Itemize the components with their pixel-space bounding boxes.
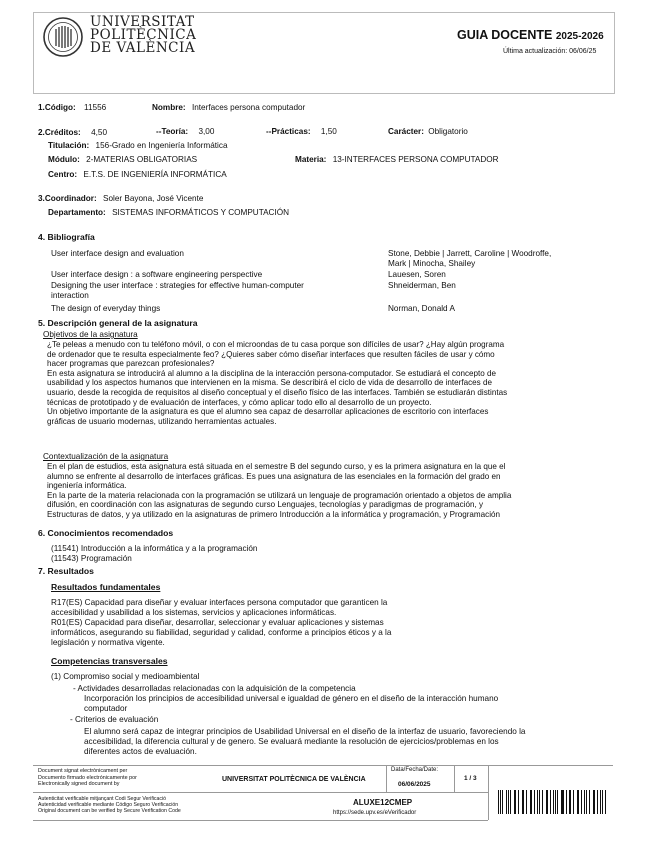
transversal-competences-heading: Competencias transversales — [51, 656, 168, 666]
barcode-bar — [550, 790, 551, 814]
book-title: The design of everyday things — [51, 304, 161, 313]
barcode-bar — [506, 790, 507, 814]
barcode-bar — [523, 790, 524, 814]
recommended-heading: 6. Conocimientos recomendados — [38, 528, 174, 538]
date-label: Data/Fecha/Date: — [391, 767, 439, 773]
verification-url[interactable]: https://sede.upv.es/eVerificador — [333, 810, 417, 816]
objectives-heading: Objetivos de la asignatura — [43, 330, 138, 339]
section-1: 1.Código: 11556 — [38, 103, 107, 112]
verification-text: Autenticitat verificable mitjançant Codi Segur Verificació Autenticidad verificable mediante Código Seguro Verificación Original document can be verified by Secure Verification Code — [38, 796, 181, 815]
description-heading: 5. Descripción general de la asignatura — [38, 318, 198, 328]
barcode-bar — [586, 790, 587, 814]
recommended-list: (11541) Introducción a la informática y a la programación (11543) Programación — [51, 544, 258, 563]
subject-name: Nombre: Interfaces persona computador — [152, 103, 306, 112]
department: Departamento: SISTEMAS INFORMÁTICOS Y COMPUTACIÓN — [48, 208, 290, 217]
credits: 2.Créditos: 4,50 — [38, 128, 107, 137]
university-logo-text: UNIVERSITAT POLITÈCNICA DE VALÈNCIA — [90, 14, 197, 56]
barcode-bar — [584, 790, 585, 814]
practice-credits: --Prácticas: 1,50 — [266, 127, 337, 136]
book-authors: Norman, Donald A — [388, 304, 455, 313]
activities-label: - Actividades desarrolladas relacionadas con la adquisición de la competencia — [73, 684, 356, 693]
coordinator: 3.Coordinador: Soler Bayona, José Vicente — [38, 194, 204, 203]
barcode-bar — [562, 790, 563, 814]
criteria-text: El alumno será capaz de integrar principios de Usabilidad Universal en el diseño de la interfaz de usuario, favoreciendo la accesibilidad, la diferencia cultural y de genero. Se evaluará mediante la resolución de ejercicios/problemas en los diferentes actos de evaluación. — [84, 727, 526, 756]
footer-mid-line — [33, 792, 488, 793]
barcode-bar — [518, 790, 519, 814]
footer-top-line — [33, 765, 613, 766]
subject-matter: Materia: 13-INTERFACES PERSONA COMPUTADOR — [295, 155, 499, 164]
page-number: 1 / 3 — [464, 775, 477, 782]
degree: Titulación: 156-Grado en Ingeniería Informática — [48, 141, 228, 150]
signature-date: 06/06/2025 — [398, 781, 431, 788]
context-text: En el plan de estudios, esta asignatura está situada en el semestre B del segundo curso, y es la primera asignatura en la que el alumno se enfrente al desarrollo de interfaces gráficas. Es pues una asignatura de las esenciales en la formación del grado en ingeniería informática. En la parte de la materia relacionada con la programación se utilizará un lenguaje de programación orientado a objetos de amplia difusión, en coordinación con las asignaturas de segundo curso Lenguajes, tecnologías y paradigmas de programación, y Estructuras de datos, y ya utilizado en la asignaturas de primero Introducción a la informática y programación, y Programación — [47, 462, 512, 519]
barcode-bar — [498, 790, 499, 814]
barcode-bar — [602, 790, 603, 814]
results-heading: 7. Resultados — [38, 566, 94, 576]
character: Carácter: Obligatorio — [388, 127, 468, 136]
book-authors: Stone, Debbie | Jarrett, Caroline | Woodroffe, Mark | Minocha, Shailey — [388, 249, 552, 268]
book-title: Designing the user interface : strategies for effective human-computer interaction — [51, 281, 304, 300]
criteria-label: - Criterios de evaluación — [70, 715, 159, 724]
verification-code: ALUXE12CMEP — [353, 798, 413, 807]
barcode-bar — [594, 790, 595, 814]
theory-credits: --Teoría: 3,00 — [156, 127, 215, 136]
objectives-text: ¿Te peleas a menudo con tu teléfono móvil, o con el microondas de tu casa porque son difíciles de usar? ¿Hay algún programa de ordenador que te resulta especialmente feo? ¿Quieres saber cómo diseñar interfaces que resulten fáciles de usar y cómo hacer programas que parezcan profesionales? En esta asignatura se introducirá al alumno a la disciplina de la interacción persona-computador. Se estudiará el concepto de usabilidad y los aspectos humanos que intervienen en la misma. Se describirá el ciclo de vida de desarrollo de interfaces de usuario, desde la recogida de requisitos al diseño conceptual y el diseño físico de las interfaces. También se estudiarán distintas técnicas de prototipado y de evaluación de interfaces, y cómo aplicar todo ello al desarrollo de un proyecto. Un objetivo importante de la asignatura es que el alumno sea capaz de desarrollar aplicaciones de escritorio con interfaces gráficas de usuario modernas, utilizando herramientas actuales. — [47, 340, 508, 426]
bibliography-heading: 4. Bibliografía — [38, 232, 95, 242]
fundamental-results-heading: Resultados fundamentales — [51, 582, 161, 592]
signed-by-text: Document signat electrònicament per Documento firmado electrónicamente por Electronically signed document by — [38, 768, 137, 787]
book-authors: Lauesen, Soren — [388, 270, 446, 279]
barcode-bar — [542, 790, 543, 814]
university-seal-icon — [43, 16, 83, 58]
context-heading: Contextualización de la asignatura — [43, 452, 169, 461]
barcode-bar — [531, 790, 532, 814]
module: Módulo: 2-MATERIAS OBLIGATORIAS — [48, 155, 198, 164]
fundamental-results-text: R17(ES) Capacidad para diseñar y evaluar interfaces persona computador que garanticen la accesibilidad y usabilidad a los sistemas, servicios y aplicaciones informáticas. R01(ES) Capacidad para diseñar, desarrollar, seleccionar y evaluar aplicaciones y sistemas informáticos, asegurando su fiabilidad, seguridad y calidad, conforme a principios éticos y a la legislación y normativa vigente. — [51, 598, 392, 647]
barcode-bar — [557, 790, 558, 814]
barcode-bar — [578, 790, 579, 814]
barcode-bar — [570, 790, 571, 814]
footer-bottom-line — [33, 820, 488, 821]
book-title: User interface design : a software engineering perspective — [51, 270, 263, 279]
center: Centro: E.T.S. DE INGENIERÍA INFORMÁTICA — [48, 170, 227, 179]
footer-divider — [386, 765, 387, 792]
barcode-bar — [510, 790, 511, 814]
barcode-bar — [539, 790, 540, 814]
guide-title: GUIA DOCENTE 2025-2026 — [457, 28, 604, 42]
book-authors: Shneiderman, Ben — [388, 281, 456, 290]
activities-text: Incorporación los principios de accesibilidad universal e igualdad de género en el diseño de la interacción humano computador — [84, 694, 499, 713]
last-update: Última actualización: 06/06/25 — [503, 48, 597, 55]
footer-divider — [488, 765, 489, 820]
footer-university: UNIVERSITAT POLITÈCNICA DE VALÈNCIA — [222, 776, 366, 783]
competence-item: (1) Compromiso social y medioambiental — [51, 672, 200, 681]
book-title: User interface design and evaluation — [51, 249, 184, 258]
footer-divider — [454, 765, 455, 792]
barcode — [498, 790, 608, 814]
